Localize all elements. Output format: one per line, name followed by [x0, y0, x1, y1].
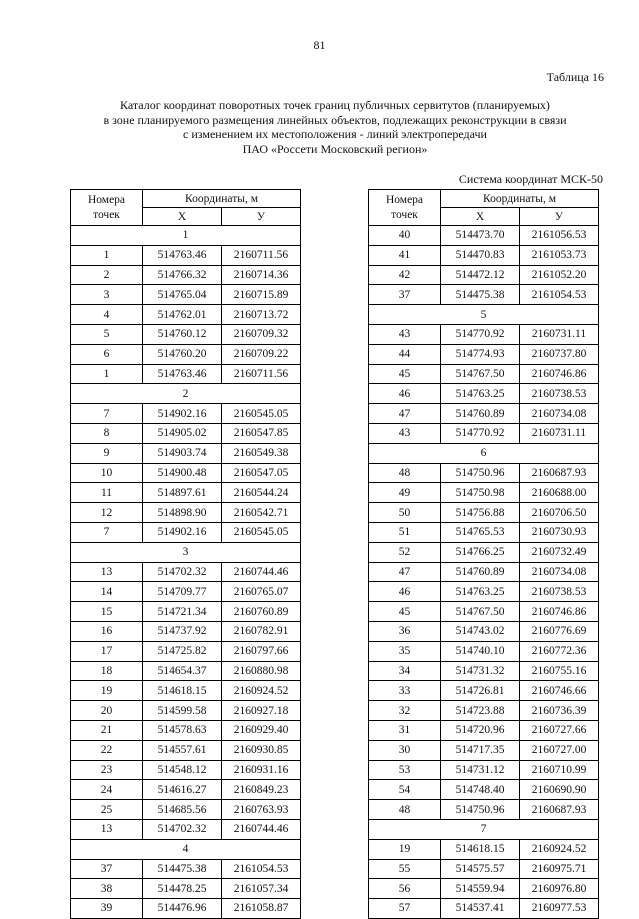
table-row — [71, 285, 301, 305]
y-coordinate-cell: 2160977.53 — [520, 899, 599, 919]
coordinates-header: Координаты, м — [441, 190, 599, 208]
table-row — [369, 344, 599, 364]
coordinates-header: Координаты, м — [143, 190, 301, 208]
y-coordinate-cell: 2160711.56 — [222, 245, 301, 265]
y-coordinate-cell: 2160734.08 — [520, 562, 599, 582]
table-row — [71, 483, 301, 503]
table-row — [369, 503, 599, 523]
x-coordinate-cell: 514548.12 — [143, 760, 222, 780]
table-row — [369, 226, 599, 246]
group-row — [369, 443, 599, 463]
x-coordinate-cell: 514618.15 — [143, 681, 222, 701]
table-label: Таблица 16 — [546, 70, 604, 84]
x-coordinate-cell: 514720.96 — [441, 720, 520, 740]
y-coordinate-cell: 2160737.80 — [520, 344, 599, 364]
caption-line: ПАО «Россети Московский регион» — [242, 141, 428, 156]
y-coordinate-cell: 2160727.66 — [520, 720, 599, 740]
table-row — [369, 621, 599, 641]
y-coordinate-cell: 2160760.89 — [222, 602, 301, 622]
y-coordinate-cell: 2160772.36 — [520, 641, 599, 661]
point-number-cell: 16 — [71, 621, 143, 641]
table-row — [71, 800, 301, 820]
group-number: 3 — [71, 542, 301, 562]
point-number-cell: 1 — [71, 245, 143, 265]
table-row — [369, 423, 599, 443]
table-row — [369, 463, 599, 483]
point-number-cell: 48 — [369, 800, 441, 820]
y-coordinate-cell: 2160736.39 — [520, 701, 599, 721]
x-coordinate-cell: 514763.46 — [143, 364, 222, 384]
y-coordinate-cell: 2160776.69 — [520, 621, 599, 641]
table-row — [71, 780, 301, 800]
y-coordinate-cell: 2160549.38 — [222, 443, 301, 463]
x-coordinate-cell: 514618.15 — [441, 839, 520, 859]
point-number-cell: 35 — [369, 641, 441, 661]
point-number-cell: 44 — [369, 344, 441, 364]
x-coordinate-cell: 514902.16 — [143, 522, 222, 542]
point-number-cell: 11 — [71, 483, 143, 503]
y-coordinate-cell: 2160547.85 — [222, 423, 301, 443]
table-row — [71, 562, 301, 582]
y-coordinate-cell: 2160545.05 — [222, 522, 301, 542]
caption-line: с изменением их местоположения - линий электропередачи — [183, 127, 487, 141]
y-coordinate-cell: 2160924.52 — [520, 839, 599, 859]
y-coordinate-cell: 2160765.07 — [222, 582, 301, 602]
x-coordinate-cell: 514476.96 — [143, 899, 222, 919]
x-coordinate-cell: 514599.58 — [143, 701, 222, 721]
table-row — [71, 760, 301, 780]
point-number-cell: 48 — [369, 463, 441, 483]
x-coordinate-cell: 514902.16 — [143, 404, 222, 424]
y-coordinate-cell: 2160545.05 — [222, 404, 301, 424]
y-coordinate-cell: 2160710.99 — [520, 760, 599, 780]
point-number-cell: 46 — [369, 582, 441, 602]
point-number-cell: 43 — [369, 324, 441, 344]
header-text: Номера — [385, 193, 424, 206]
table-row — [369, 839, 599, 859]
point-number-header — [71, 190, 143, 226]
table-body — [71, 226, 301, 919]
point-number-cell: 57 — [369, 899, 441, 919]
y-coordinate-cell: 2160715.89 — [222, 285, 301, 305]
point-number-cell: 45 — [369, 602, 441, 622]
y-coordinate-cell: 2160746.86 — [520, 364, 599, 384]
x-coordinate-cell: 514766.25 — [441, 542, 520, 562]
point-number-cell: 41 — [369, 245, 441, 265]
point-number-cell: 7 — [71, 522, 143, 542]
table-row — [369, 483, 599, 503]
x-coordinate-cell: 514557.61 — [143, 740, 222, 760]
x-coordinate-cell: 514774.93 — [441, 344, 520, 364]
x-coordinate-cell: 514905.02 — [143, 423, 222, 443]
table-row — [369, 800, 599, 820]
table-caption — [60, 98, 610, 156]
x-coordinate-cell: 514723.88 — [441, 701, 520, 721]
y-coordinate-cell: 2161054.53 — [520, 285, 599, 305]
group-number: 1 — [71, 226, 301, 246]
x-coordinate-cell: 514575.57 — [441, 859, 520, 879]
caption-line: Каталог координат поворотных точек границ публичных сервитутов (планируемых) — [120, 98, 550, 112]
x-coordinate-cell: 514473.70 — [441, 226, 520, 246]
x-coordinate-cell: 514721.34 — [143, 602, 222, 622]
group-number: 6 — [369, 443, 599, 463]
table-row — [369, 780, 599, 800]
coordinates-table-left — [70, 189, 301, 919]
table-row — [369, 760, 599, 780]
group-number: 4 — [71, 839, 301, 859]
x-coordinate-cell: 514750.96 — [441, 800, 520, 820]
y-coordinate-cell: 2160746.66 — [520, 681, 599, 701]
x-coordinate-cell: 514897.61 — [143, 483, 222, 503]
point-number-cell: 13 — [71, 819, 143, 839]
point-number-cell: 31 — [369, 720, 441, 740]
table-row — [71, 621, 301, 641]
x-coordinate-cell: 514762.01 — [143, 305, 222, 325]
y-coordinate-cell: 2160690.90 — [520, 780, 599, 800]
table-row — [369, 324, 599, 344]
table-row — [369, 384, 599, 404]
point-number-cell: 42 — [369, 265, 441, 285]
x-coordinate-cell: 514740.10 — [441, 641, 520, 661]
point-number-cell: 33 — [369, 681, 441, 701]
point-number-cell: 12 — [71, 503, 143, 523]
y-coordinate-cell: 2160763.93 — [222, 800, 301, 820]
point-number-cell: 13 — [71, 562, 143, 582]
point-number-cell: 47 — [369, 404, 441, 424]
table-row — [369, 740, 599, 760]
point-number-cell: 20 — [71, 701, 143, 721]
y-coordinate-cell: 2160731.11 — [520, 324, 599, 344]
x-coordinate-cell: 514763.25 — [441, 582, 520, 602]
table-row — [369, 701, 599, 721]
x-column-header: X — [143, 208, 222, 226]
table-row — [71, 661, 301, 681]
y-coordinate-cell: 2160544.24 — [222, 483, 301, 503]
y-coordinate-cell: 2160746.86 — [520, 602, 599, 622]
x-coordinate-cell: 514725.82 — [143, 641, 222, 661]
y-coordinate-cell: 2160547.05 — [222, 463, 301, 483]
group-number: 2 — [71, 384, 301, 404]
y-coordinate-cell: 2160782.91 — [222, 621, 301, 641]
table-row — [71, 740, 301, 760]
x-coordinate-cell: 514898.90 — [143, 503, 222, 523]
x-coordinate-cell: 514475.38 — [143, 859, 222, 879]
point-number-cell: 39 — [71, 899, 143, 919]
y-coordinate-cell: 2160542.71 — [222, 503, 301, 523]
table-row — [71, 364, 301, 384]
table-row — [369, 522, 599, 542]
table-row — [71, 720, 301, 740]
x-coordinate-cell: 514748.40 — [441, 780, 520, 800]
x-coordinate-cell: 514702.32 — [143, 819, 222, 839]
point-number-cell: 6 — [71, 344, 143, 364]
x-coordinate-cell: 514760.20 — [143, 344, 222, 364]
x-coordinate-cell: 514770.92 — [441, 324, 520, 344]
y-coordinate-cell: 2160930.85 — [222, 740, 301, 760]
table-row — [369, 364, 599, 384]
table-row — [71, 404, 301, 424]
x-coordinate-cell: 514472.12 — [441, 265, 520, 285]
table-row — [369, 285, 599, 305]
y-coordinate-cell: 2160709.22 — [222, 344, 301, 364]
y-coordinate-cell: 2160730.93 — [520, 522, 599, 542]
y-coordinate-cell: 2160731.11 — [520, 423, 599, 443]
point-number-cell: 56 — [369, 879, 441, 899]
y-coordinate-cell: 2161058.87 — [222, 899, 301, 919]
y-coordinate-cell: 2160732.49 — [520, 542, 599, 562]
point-number-cell: 43 — [369, 423, 441, 443]
x-coordinate-cell: 514537.41 — [441, 899, 520, 919]
group-row — [71, 226, 301, 246]
point-number-cell: 49 — [369, 483, 441, 503]
x-coordinate-cell: 514702.32 — [143, 562, 222, 582]
point-number-cell: 25 — [71, 800, 143, 820]
x-coordinate-cell: 514731.32 — [441, 661, 520, 681]
group-number: 5 — [369, 305, 599, 325]
point-number-cell: 21 — [71, 720, 143, 740]
table-row — [71, 641, 301, 661]
table-row — [369, 404, 599, 424]
x-coordinate-cell: 514726.81 — [441, 681, 520, 701]
point-number-cell: 14 — [71, 582, 143, 602]
y-coordinate-cell: 2160738.53 — [520, 582, 599, 602]
x-coordinate-cell: 514767.50 — [441, 602, 520, 622]
point-number-cell: 19 — [71, 681, 143, 701]
point-number-cell: 7 — [71, 404, 143, 424]
point-number-cell: 8 — [71, 423, 143, 443]
point-number-cell: 17 — [71, 641, 143, 661]
group-row — [369, 819, 599, 839]
x-coordinate-cell: 514731.12 — [441, 760, 520, 780]
table-row — [369, 582, 599, 602]
x-coordinate-cell: 514760.89 — [441, 562, 520, 582]
table-row — [369, 859, 599, 879]
x-coordinate-cell: 514616.27 — [143, 780, 222, 800]
y-coordinate-cell: 2160713.72 — [222, 305, 301, 325]
table-row — [369, 879, 599, 899]
x-coordinate-cell: 514475.38 — [441, 285, 520, 305]
x-coordinate-cell: 514765.04 — [143, 285, 222, 305]
point-number-cell: 15 — [71, 602, 143, 622]
point-number-cell: 40 — [369, 226, 441, 246]
table-row — [369, 245, 599, 265]
x-coordinate-cell: 514470.83 — [441, 245, 520, 265]
point-number-cell: 37 — [71, 859, 143, 879]
y-coordinate-cell: 2160975.71 — [520, 859, 599, 879]
header-text: точек — [93, 208, 120, 221]
table-row — [369, 641, 599, 661]
y-coordinate-cell: 2160976.80 — [520, 879, 599, 899]
x-coordinate-cell: 514767.50 — [441, 364, 520, 384]
table-row — [71, 522, 301, 542]
y-coordinate-cell: 2160797.66 — [222, 641, 301, 661]
y-coordinate-cell: 2160687.93 — [520, 800, 599, 820]
x-coordinate-cell: 514760.89 — [441, 404, 520, 424]
table-row — [71, 582, 301, 602]
point-number-cell: 46 — [369, 384, 441, 404]
x-coordinate-cell: 514750.96 — [441, 463, 520, 483]
x-coordinate-cell: 514756.88 — [441, 503, 520, 523]
y-coordinate-cell: 2160929.40 — [222, 720, 301, 740]
table-row — [71, 819, 301, 839]
point-number-cell: 36 — [369, 621, 441, 641]
table-row — [369, 661, 599, 681]
point-number-cell: 34 — [369, 661, 441, 681]
page-number: 81 — [313, 38, 326, 52]
table-row — [369, 562, 599, 582]
x-coordinate-cell: 514654.37 — [143, 661, 222, 681]
point-number-cell: 50 — [369, 503, 441, 523]
table-row — [369, 681, 599, 701]
group-row — [71, 384, 301, 404]
table-row — [71, 423, 301, 443]
point-number-cell: 51 — [369, 522, 441, 542]
table-row — [369, 899, 599, 919]
point-number-cell: 38 — [71, 879, 143, 899]
x-column-header: X — [441, 208, 520, 226]
header-text: Номера — [87, 193, 126, 206]
group-row — [369, 305, 599, 325]
header-text: точек — [391, 208, 418, 221]
table-row — [369, 720, 599, 740]
x-coordinate-cell: 514578.63 — [143, 720, 222, 740]
point-number-cell: 47 — [369, 562, 441, 582]
y-coordinate-cell: 2160927.18 — [222, 701, 301, 721]
caption-line: в зоне планируемого размещения линейных объектов, подлежащих реконструкции в связи — [103, 112, 567, 127]
y-coordinate-cell: 2161052.20 — [520, 265, 599, 285]
point-number-cell: 24 — [71, 780, 143, 800]
point-number-cell: 37 — [369, 285, 441, 305]
point-number-cell: 5 — [71, 324, 143, 344]
point-number-cell: 54 — [369, 780, 441, 800]
x-coordinate-cell: 514766.32 — [143, 265, 222, 285]
x-coordinate-cell: 514750.98 — [441, 483, 520, 503]
point-number-cell: 10 — [71, 463, 143, 483]
table-row — [369, 542, 599, 562]
y-coordinate-cell: 2160709.32 — [222, 324, 301, 344]
table-row — [71, 859, 301, 879]
table-row — [71, 899, 301, 919]
table-row — [71, 463, 301, 483]
x-coordinate-cell: 514763.25 — [441, 384, 520, 404]
x-coordinate-cell: 514743.02 — [441, 621, 520, 641]
y-coordinate-cell: 2160727.00 — [520, 740, 599, 760]
y-coordinate-cell: 2160687.93 — [520, 463, 599, 483]
x-coordinate-cell: 514903.74 — [143, 443, 222, 463]
point-number-cell: 30 — [369, 740, 441, 760]
x-coordinate-cell: 514900.48 — [143, 463, 222, 483]
point-number-cell: 23 — [71, 760, 143, 780]
y-coordinate-cell: 2160744.46 — [222, 562, 301, 582]
y-coordinate-cell: 2160734.08 — [520, 404, 599, 424]
table-row — [369, 602, 599, 622]
point-number-cell: 1 — [71, 364, 143, 384]
point-number-cell: 18 — [71, 661, 143, 681]
y-column-header: У — [222, 208, 301, 226]
table-body — [369, 226, 599, 919]
table-row — [71, 701, 301, 721]
x-coordinate-cell: 514763.46 — [143, 245, 222, 265]
y-coordinate-cell: 2160849.23 — [222, 780, 301, 800]
y-coordinate-cell: 2160706.50 — [520, 503, 599, 523]
table-row — [71, 265, 301, 285]
y-coordinate-cell: 2161054.53 — [222, 859, 301, 879]
point-number-cell: 19 — [369, 839, 441, 859]
y-coordinate-cell: 2160931.16 — [222, 760, 301, 780]
table-row — [71, 245, 301, 265]
x-coordinate-cell: 514478.25 — [143, 879, 222, 899]
table-row — [71, 344, 301, 364]
point-number-cell: 2 — [71, 265, 143, 285]
table-row — [71, 443, 301, 463]
table-row — [71, 602, 301, 622]
point-number-cell: 52 — [369, 542, 441, 562]
x-coordinate-cell: 514760.12 — [143, 324, 222, 344]
y-coordinate-cell: 2160688.00 — [520, 483, 599, 503]
point-number-header — [369, 190, 441, 226]
x-coordinate-cell: 514717.35 — [441, 740, 520, 760]
coordinates-table-right — [368, 189, 599, 919]
point-number-cell: 32 — [369, 701, 441, 721]
y-coordinate-cell: 2160924.52 — [222, 681, 301, 701]
point-number-cell: 55 — [369, 859, 441, 879]
table-row — [71, 879, 301, 899]
y-coordinate-cell: 2160744.46 — [222, 819, 301, 839]
y-coordinate-cell: 2160738.53 — [520, 384, 599, 404]
y-coordinate-cell: 2160714.36 — [222, 265, 301, 285]
table-row — [71, 305, 301, 325]
group-row — [71, 542, 301, 562]
x-coordinate-cell: 514559.94 — [441, 879, 520, 899]
y-column-header: У — [520, 208, 599, 226]
table-row — [369, 265, 599, 285]
x-coordinate-cell: 514685.56 — [143, 800, 222, 820]
point-number-cell: 4 — [71, 305, 143, 325]
coordinate-system-label: Система координат МСК-50 — [458, 172, 603, 186]
point-number-cell: 9 — [71, 443, 143, 463]
point-number-cell: 22 — [71, 740, 143, 760]
x-coordinate-cell: 514737.92 — [143, 621, 222, 641]
point-number-cell: 53 — [369, 760, 441, 780]
table-row — [71, 324, 301, 344]
y-coordinate-cell: 2160880.98 — [222, 661, 301, 681]
x-coordinate-cell: 514770.92 — [441, 423, 520, 443]
y-coordinate-cell: 2161056.53 — [520, 226, 599, 246]
table-row — [71, 681, 301, 701]
table-row — [71, 503, 301, 523]
y-coordinate-cell: 2161053.73 — [520, 245, 599, 265]
y-coordinate-cell: 2160755.16 — [520, 661, 599, 681]
y-coordinate-cell: 2160711.56 — [222, 364, 301, 384]
point-number-cell: 45 — [369, 364, 441, 384]
x-coordinate-cell: 514709.77 — [143, 582, 222, 602]
point-number-cell: 3 — [71, 285, 143, 305]
y-coordinate-cell: 2161057.34 — [222, 879, 301, 899]
group-row — [71, 839, 301, 859]
x-coordinate-cell: 514765.53 — [441, 522, 520, 542]
group-number: 7 — [369, 819, 599, 839]
